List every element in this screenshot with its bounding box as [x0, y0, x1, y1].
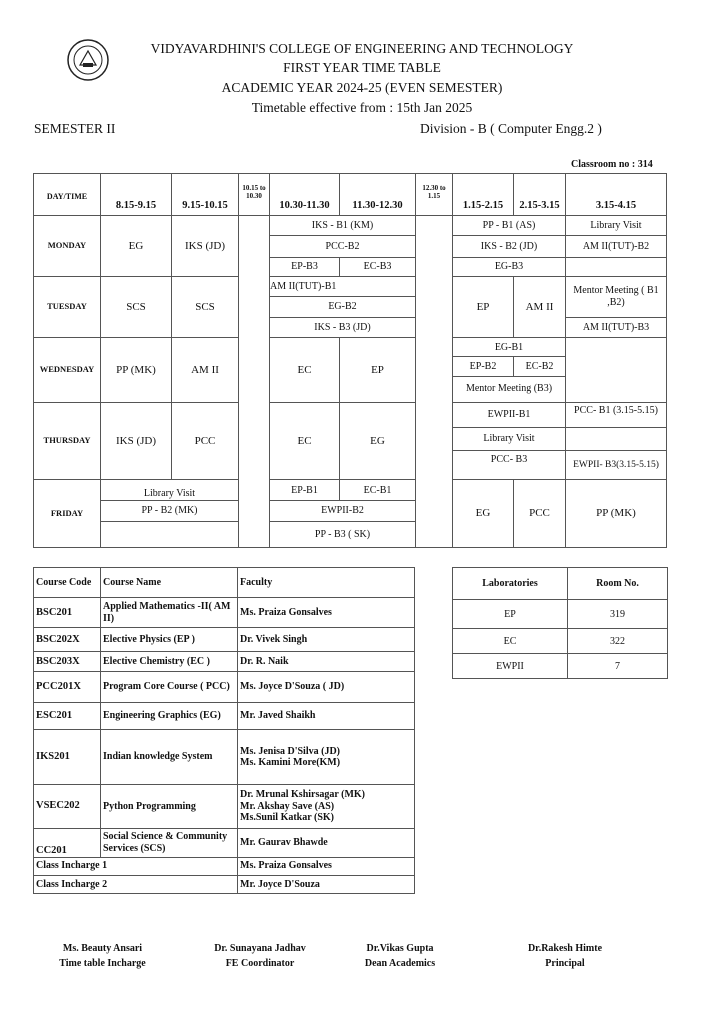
timetable-cell: AM II(TUT)-B1 [270, 276, 416, 296]
timetable-cell: Library Visit [566, 216, 667, 236]
signatory-role: Dean Academics [364, 957, 436, 969]
faculty-header: Faculty [238, 568, 415, 598]
lab-name: EC [453, 629, 568, 654]
timetable-cell: EG-B1 [453, 338, 566, 357]
slot-header: 2.15-3.15 [514, 174, 566, 216]
class-incharge-label: Class Incharge 1 [34, 857, 238, 875]
slot-header: 9.15-10.15 [172, 174, 239, 216]
timetable-cell [566, 338, 667, 402]
slot-header: 10.30-11.30 [270, 174, 340, 216]
course-faculty: Ms. Praiza Gonsalves [238, 598, 415, 628]
course-code: ESC201 [34, 702, 101, 729]
course-faculty: Mr. Javed Shaikh [238, 702, 415, 729]
timetable-cell [566, 257, 667, 276]
timetable-cell: EG-B3 [453, 257, 566, 276]
timetable-cell: PP (MK) [566, 480, 667, 548]
timetable-cell: SCS [101, 276, 172, 337]
course-code: BSC203X [34, 652, 101, 671]
timetable-cell: IKS - B3 (JD) [270, 318, 416, 338]
slot-header: 11.30-12.30 [340, 174, 416, 216]
signature-block [505, 942, 625, 971]
lab-room: 322 [568, 629, 668, 654]
faculty-line: Ms.Sunil Katkar (SK) [240, 812, 334, 824]
course-faculty: Ms. Joyce D'Souza ( JD) [238, 671, 415, 702]
timetable-cell: IKS - B2 (JD) [453, 236, 566, 257]
timetable-cell: EG-B2 [270, 296, 416, 317]
classroom-number: Classroom no : 314 [571, 159, 653, 170]
class-incharge-name: Ms. Praiza Gonsalves [238, 857, 415, 875]
timetable-cell: AM II(TUT)-B2 [566, 236, 667, 257]
lab-room: 319 [568, 600, 668, 629]
lab-name: EWPII [453, 654, 568, 679]
course-name: Program Core Course ( PCC) [101, 671, 238, 702]
timetable-cell: PCC [514, 480, 566, 548]
timetable-cell: EP-B1 [270, 480, 340, 501]
timetable-cell: PCC- B3 [453, 451, 566, 480]
course-code: BSC202X [34, 628, 101, 652]
signatory-name: Dr.Rakesh Himte [527, 943, 603, 954]
timetable-cell: PP - B3 ( SK) [270, 521, 416, 547]
timetable-cell: EWPII-B1 [453, 402, 566, 427]
course-faculty [238, 785, 415, 828]
day-tuesday: TUESDAY [34, 276, 101, 337]
class-incharge-name: Mr. Joyce D'Souza [238, 875, 415, 893]
timetable-cell: EC-B3 [340, 257, 416, 276]
semester-label: SEMESTER II [34, 121, 116, 136]
timetable-cell: IKS (JD) [172, 216, 239, 276]
timetable-cell: EP [340, 338, 416, 402]
course-name: Elective Chemistry (EC ) [101, 652, 238, 671]
timetable-cell: EG [101, 216, 172, 276]
timetable-cell: PCC-B2 [270, 236, 416, 257]
faculty-line: Dr. Mrunal Kshirsagar (MK) [240, 789, 365, 801]
timetable-cell: PP - B1 (AS) [453, 216, 566, 236]
timetable-cell: PP (MK) [101, 338, 172, 402]
course-faculty: Dr. R. Naik [238, 652, 415, 671]
course-code: PCC201X [34, 671, 101, 702]
timetable-cell: PP - B2 (MK) [101, 501, 239, 521]
signature-block [195, 942, 325, 971]
faculty-line: Ms. Jenisa D'Silva (JD) [240, 745, 340, 757]
signatory-role: Time table Incharge [59, 957, 146, 969]
timetable-cell: AM II(TUT)-B3 [566, 318, 667, 338]
timetable-cell: AM II [514, 276, 566, 337]
timetable-cell: Library Visit [101, 480, 239, 501]
course-name: Applied Mathematics -II( AM II) [101, 598, 238, 628]
slot-header: 8.15-9.15 [101, 174, 172, 216]
academic-year: ACADEMIC YEAR 2024-25 (EVEN SEMESTER) [221, 80, 503, 95]
timetable-cell: EC [270, 402, 340, 480]
timetable-cell: PCC- B1 (3.15-5.15) [566, 402, 667, 427]
laboratories-header: Laboratories [453, 568, 568, 600]
timetable-cell: IKS (JD) [101, 402, 172, 480]
timetable-cell: EC-B2 [514, 357, 566, 376]
day-friday: FRIDAY [34, 480, 101, 548]
lab-room: 7 [568, 654, 668, 679]
lab-name: EP [453, 600, 568, 629]
short-break-column [239, 216, 270, 548]
course-faculty: Dr. Vivek Singh [238, 628, 415, 652]
day-wednesday: WEDNESDAY [34, 338, 101, 402]
course-faculty: Mr. Gaurav Bhawde [238, 828, 415, 857]
slot-header: 3.15-4.15 [566, 174, 667, 216]
timetable-cell: Mentor Meeting ( B1 ,B2) [566, 276, 667, 317]
day-monday: MONDAY [34, 216, 101, 276]
signatory-name: Dr.Vikas Gupta [366, 943, 434, 954]
timetable-cell: EP-B3 [270, 257, 340, 276]
course-code: IKS201 [34, 729, 101, 784]
course-code: BSC201 [34, 598, 101, 628]
timetable-cell: Mentor Meeting (B3) [453, 376, 566, 402]
signatory-name: Ms. Beauty Ansari [62, 943, 143, 954]
signatory-name: Dr. Sunayana Jadhav [214, 943, 306, 954]
slot-header: 1.15-2.15 [453, 174, 514, 216]
timetable-cell [566, 427, 667, 450]
timetable-cell: SCS [172, 276, 239, 337]
division-label: Division - B ( Computer Engg.2 ) [420, 121, 602, 136]
course-code: CC201 [34, 828, 101, 857]
signatory-role: FE Coordinator [225, 957, 295, 969]
class-incharge-label: Class Incharge 2 [34, 875, 238, 893]
timetable-cell: EC-B1 [340, 480, 416, 501]
course-name: Elective Physics (EP ) [101, 628, 238, 652]
course-faculty [238, 729, 415, 784]
timetable-cell: EG [340, 402, 416, 480]
lunch-header: 12.30 to 1.15 [416, 174, 453, 216]
signature-block [40, 942, 165, 971]
course-name: Indian knowledge System [101, 729, 238, 784]
laboratory-table [452, 567, 668, 679]
course-name: Engineering Graphics (EG) [101, 702, 238, 729]
timetable-cell: EWPII- B3(3.15-5.15) [566, 451, 667, 480]
course-name-header: Course Name [101, 568, 238, 598]
timetable-cell: IKS - B1 (KM) [270, 216, 416, 236]
timetable-cell: EP [453, 276, 514, 337]
course-code: VSEC202 [34, 785, 101, 828]
faculty-line: Mr. Akshay Save (AS) [240, 800, 335, 812]
course-name: Python Programming [101, 785, 238, 828]
signatory-role: Principal [545, 957, 585, 969]
break-header: 10.15 to 10.30 [239, 174, 270, 216]
day-thursday: THURSDAY [34, 402, 101, 480]
timetable [33, 173, 667, 548]
lunch-break-column [416, 216, 453, 548]
room-header: Room No. [568, 568, 668, 600]
college-name: VIDYAVARDHINI'S COLLEGE OF ENGINEERING AND TECHNOLOGY [150, 41, 574, 56]
timetable-cell: AM II [172, 338, 239, 402]
timetable-cell: EWPII-B2 [270, 501, 416, 521]
course-code-header: Course Code [34, 568, 101, 598]
timetable-cell: EC [270, 338, 340, 402]
course-table [33, 567, 415, 894]
signature-block [345, 942, 455, 971]
course-name: Social Science & Community Services (SCS) [101, 828, 238, 857]
day-time-header: DAY/TIME [34, 174, 101, 216]
document-title: FIRST YEAR TIME TABLE [283, 60, 441, 75]
effective-date: Timetable effective from : 15th Jan 2025 [251, 100, 473, 115]
faculty-line: Ms. Kamini More(KM) [240, 757, 341, 769]
timetable-cell [101, 521, 239, 547]
timetable-cell: PCC [172, 402, 239, 480]
timetable-cell: EG [453, 480, 514, 548]
timetable-cell: Library Visit [453, 427, 566, 450]
timetable-cell: EP-B2 [453, 357, 514, 376]
